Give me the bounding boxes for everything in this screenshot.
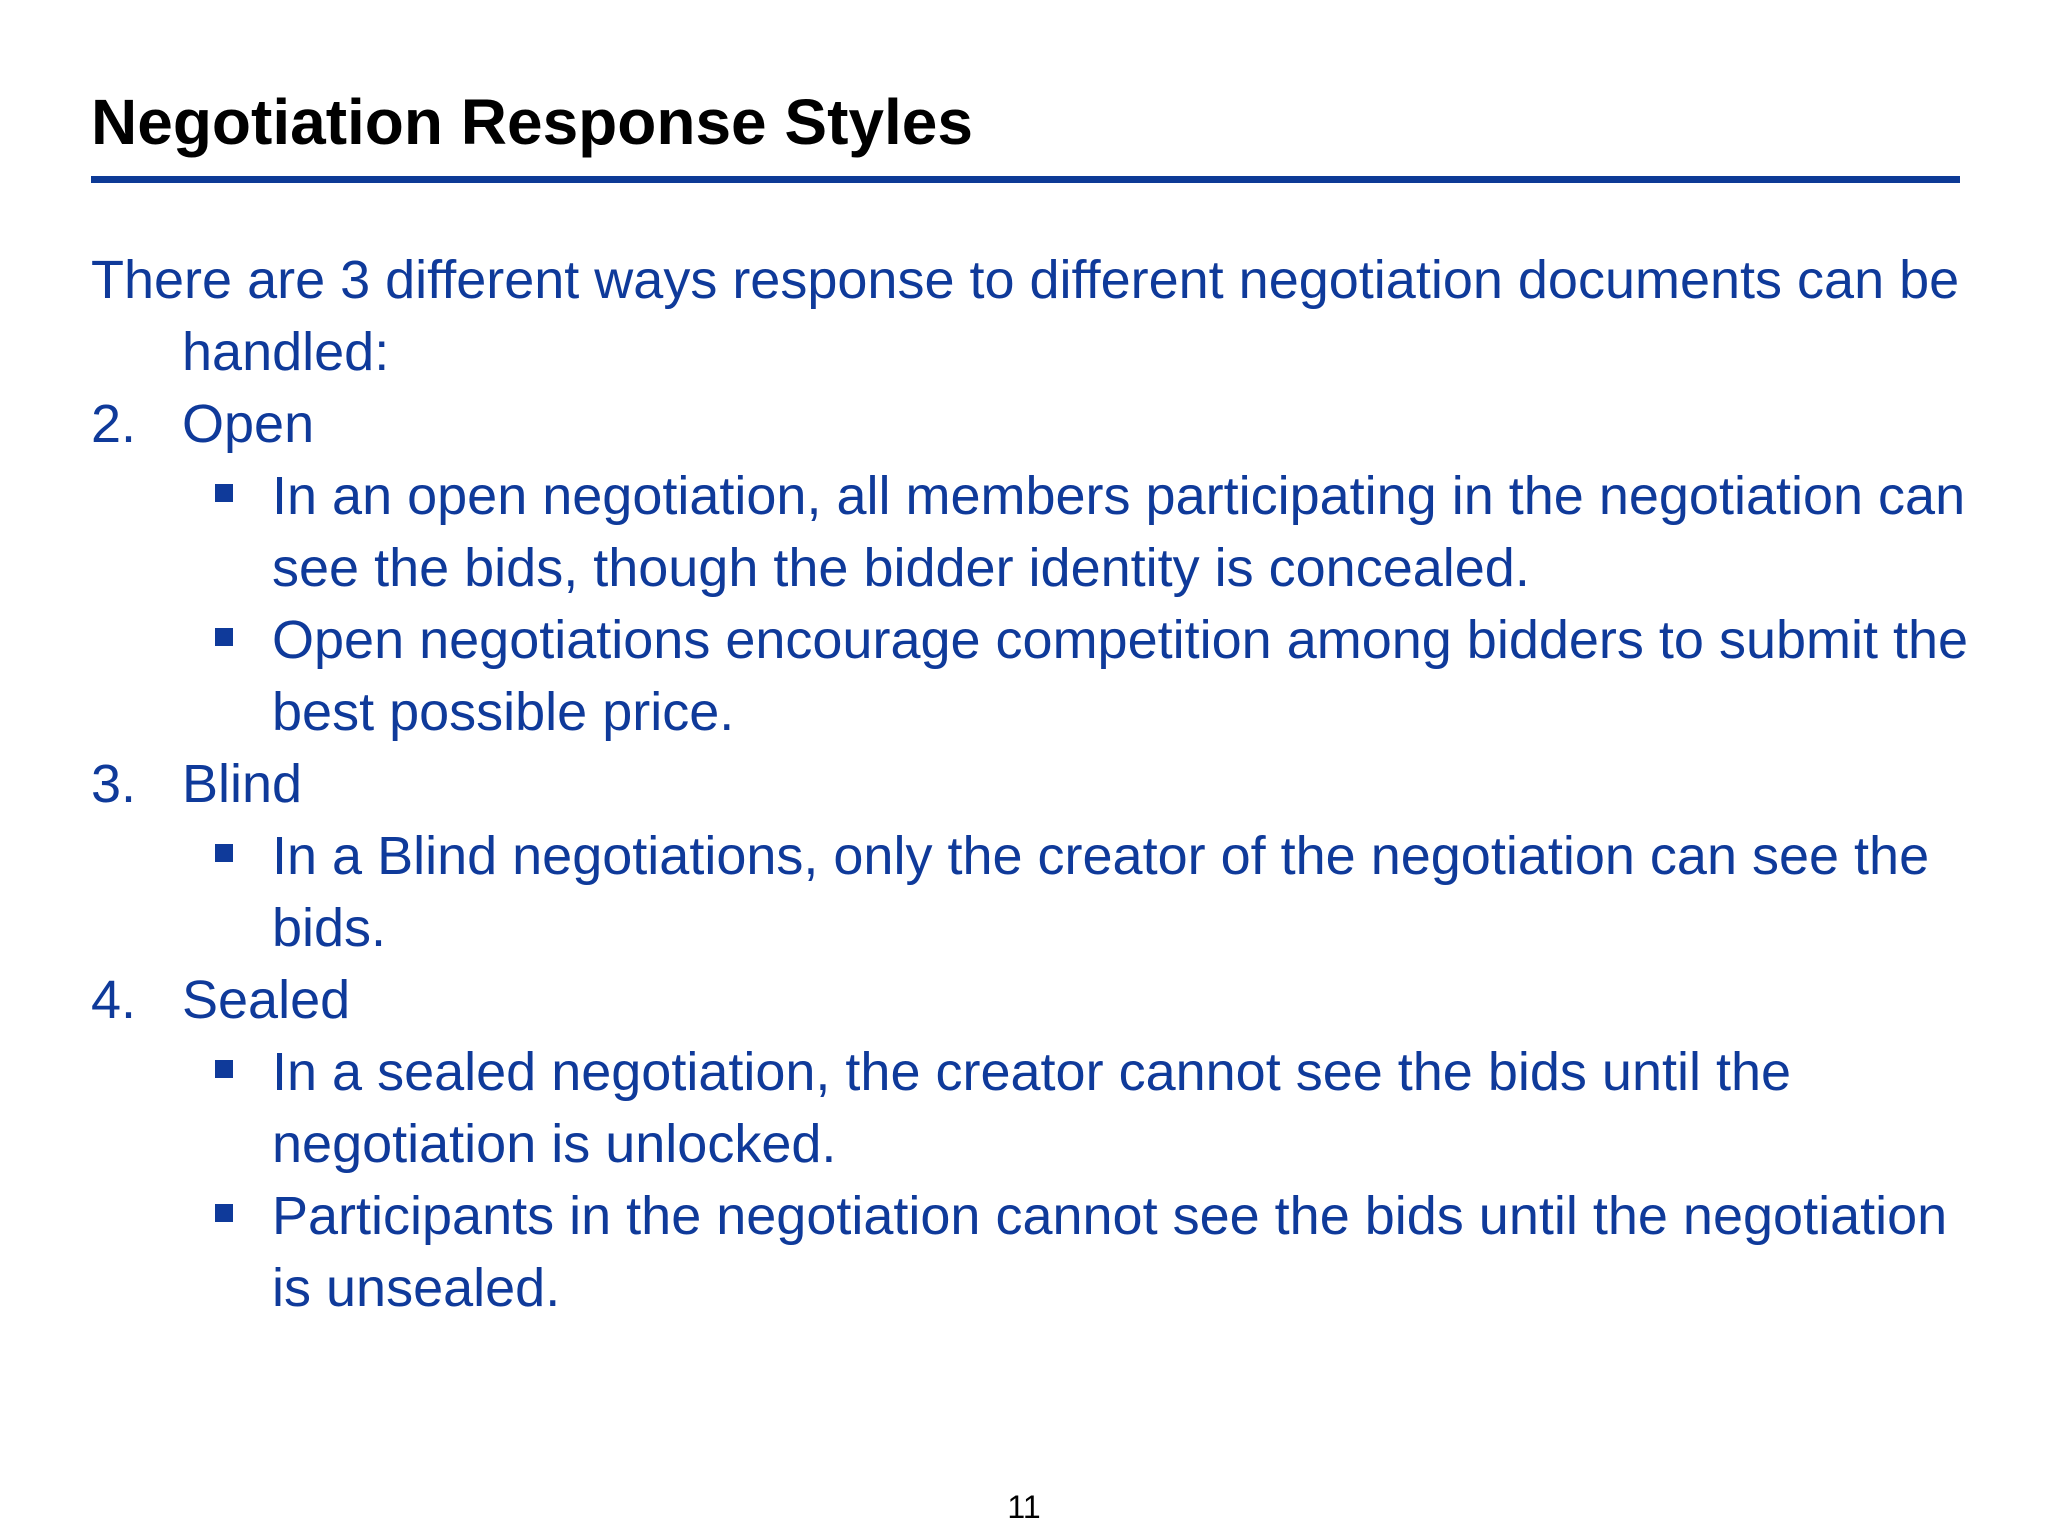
bullet-text: Participants in the negotiation cannot see the bids until the negotiation is unsealed. xyxy=(272,1186,1948,1318)
square-bullet-icon xyxy=(215,484,233,502)
section-number: 2. xyxy=(91,394,137,454)
section-heading xyxy=(91,964,1991,1036)
bullet-text: In an open negotiation, all members participating in the negotiation can see the bids, though the bidder identity is concealed. xyxy=(272,466,1966,598)
square-bullet-icon xyxy=(215,628,233,646)
bullet-item xyxy=(91,460,1991,604)
section-label: Sealed xyxy=(182,970,351,1030)
bullet-text: In a Blind negotiations, only the creator of the negotiation can see the bids. xyxy=(272,826,1930,958)
bullet-text: In a sealed negotiation, the creator cannot see the bids until the negotiation is unlocked. xyxy=(272,1042,1792,1174)
section-heading xyxy=(91,388,1991,460)
square-bullet-icon xyxy=(215,1060,233,1078)
bullet-text: Open negotiations encourage competition among bidders to submit the best possible price. xyxy=(272,610,1969,742)
slide-content xyxy=(91,244,1991,1324)
section-label: Blind xyxy=(182,754,303,814)
title-divider xyxy=(91,176,1960,183)
square-bullet-icon xyxy=(215,844,233,862)
bullet-item xyxy=(91,1180,1991,1324)
section-heading xyxy=(91,748,1991,820)
bullet-item xyxy=(91,820,1991,964)
section-number: 4. xyxy=(91,970,137,1030)
section-open xyxy=(91,388,1991,748)
page-number: 11 xyxy=(1007,1489,1041,1525)
bullet-item xyxy=(91,1036,1991,1180)
square-bullet-icon xyxy=(215,1204,233,1222)
bullet-item xyxy=(91,604,1991,748)
intro-paragraph: There are 3 different ways response to different negotiation documents can be handled: xyxy=(91,250,1960,382)
section-sealed xyxy=(91,964,1991,1324)
slide-title: Negotiation Response Styles xyxy=(91,86,973,158)
section-label: Open xyxy=(182,394,315,454)
section-number: 3. xyxy=(91,754,137,814)
section-blind xyxy=(91,748,1991,964)
